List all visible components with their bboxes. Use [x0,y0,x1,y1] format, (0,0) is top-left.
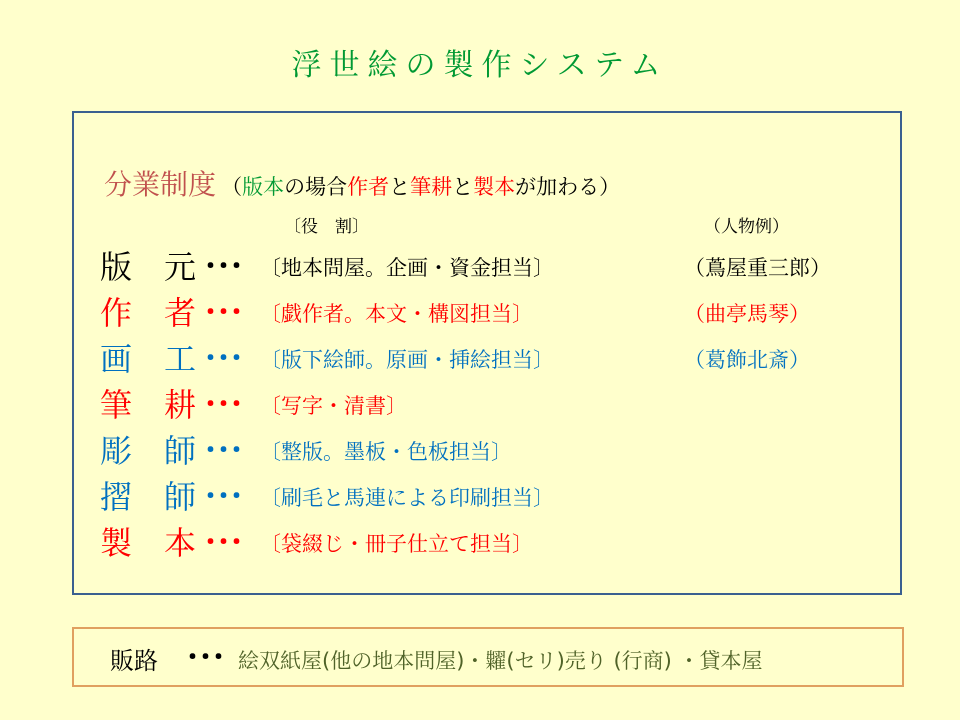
role-name: 摺 師 [100,478,197,516]
sales-route-dots: ･･･ [186,643,226,673]
heading-text-4: が加わる） [515,175,621,199]
role-name: 製 本 [100,524,197,562]
heading-binding: 製本 [473,175,516,199]
role-dots: ･･･ [204,344,244,374]
role-row-surishi [100,474,890,520]
role-name: 彫 師 [100,432,197,470]
role-row-seihon [100,520,890,566]
column-header-person: （人物例） [704,217,789,237]
heading-hanpon: 版本 [242,175,285,199]
heading-author: 作者 [347,175,390,199]
role-person-example: （蔦屋重三郎） [684,256,831,280]
role-description: 〔整版。墨板・色板担当〕 [260,440,512,464]
role-row-horishi [100,428,890,474]
role-description: 〔版下絵師。原画・挿絵担当〕 [260,348,554,372]
role-name: 作 者 [100,294,197,332]
heading-scribe: 筆耕 [410,175,453,199]
role-list [100,244,890,566]
role-dots: ･･･ [204,528,244,558]
section-heading [104,163,620,203]
role-dots: ･･･ [204,482,244,512]
heading-text-1: の場合 [284,175,348,199]
role-person-example: （葛飾北斎） [684,348,810,372]
heading-paren-open: （ [221,175,243,199]
role-description: 〔袋綴じ・冊子仕立て担当〕 [260,532,533,556]
role-dots: ･･･ [204,298,244,328]
role-name: 画 工 [100,340,197,378]
role-description: 〔刷毛と馬連による印刷担当〕 [260,486,554,510]
role-description: 〔地本問屋。企画・資金担当〕 [260,256,554,280]
role-description: 〔写字・清書〕 [260,394,407,418]
role-row-gakou [100,336,890,382]
role-person-example: （曲亭馬琴） [684,302,810,326]
page-title: 浮世絵の製作システム [291,48,669,83]
role-name: 筆 耕 [100,386,197,424]
heading-text-3: と [452,175,474,199]
sales-route-text: 絵双紙屋(他の地本問屋)・糶(セリ)売り (行商) ・貸本屋 [238,649,763,673]
role-dots: ･･･ [204,436,244,466]
heading-text-2: と [389,175,411,199]
role-description: 〔戯作者。本文・構図担当〕 [260,302,533,326]
role-name: 版 元 [100,248,197,286]
sales-route-label: 販路 [110,647,158,675]
role-row-sakusha [100,290,890,336]
column-header-role: 〔役 割〕 [284,217,369,237]
heading-main-label: 分業制度 [104,168,217,201]
role-row-hikkou [100,382,890,428]
role-dots: ･･･ [204,390,244,420]
role-row-hanmoto [100,244,890,290]
role-dots: ･･･ [204,252,244,282]
